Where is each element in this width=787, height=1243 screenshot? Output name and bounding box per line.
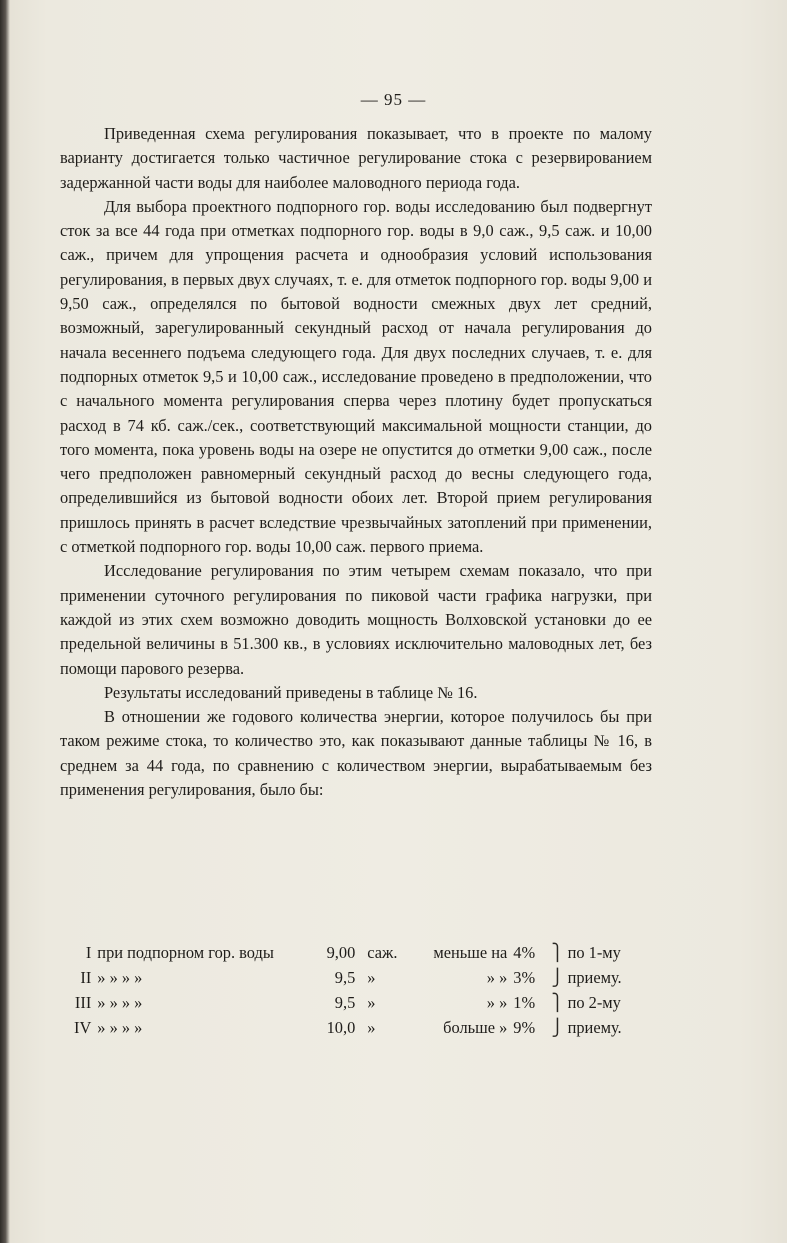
row-description: при подпорном гор. воды: [97, 942, 274, 962]
brace-mark: ⎫: [551, 942, 564, 962]
page-number: — 95 —: [360, 90, 427, 109]
row-level: 9,00: [326, 942, 356, 962]
table-row: [74, 1015, 638, 1040]
table-row: [74, 990, 638, 1015]
row-percent: 9%: [513, 1017, 536, 1037]
brace-mark: ⎫: [551, 992, 564, 1012]
row-percent: 3%: [513, 967, 536, 987]
row-comparison: меньше на: [433, 942, 508, 962]
results-table: [74, 940, 638, 1040]
row-level: 10,0: [326, 1017, 356, 1037]
row-note: по 2-му: [567, 992, 621, 1012]
row-description: » » » »: [97, 992, 143, 1012]
paragraph: Исследование регулирования по этим четырем схемам показало, что при применении суточного регулирования по пиковой части графика нагрузки, при каждой из этих схем возможно доводить мощность Волховской установки до ее предельной величины в 51.300 кв., в условиях исключительно маловодных лет, без помощи парового резерва.: [60, 561, 652, 678]
row-unit: »: [367, 992, 376, 1012]
row-percent: 1%: [513, 992, 536, 1012]
row-unit: саж.: [367, 942, 398, 962]
row-description: » » » »: [97, 1017, 143, 1037]
row-number: I: [85, 942, 92, 962]
table-row: [74, 940, 638, 965]
binding-edge: [0, 0, 10, 1243]
body-text: [60, 122, 652, 802]
row-unit: »: [367, 967, 376, 987]
brace-mark: ⎭: [551, 967, 564, 987]
row-number: II: [80, 967, 92, 987]
row-note: приему.: [567, 967, 622, 987]
paragraph: В отношении же годового количества энергии, которое получилось бы при таком режиме стока, то количество это, как показывают данные таблицы № 16, в среднем за 44 года, по сравнению с количеством энергии, вырабатываемым без применения регулирования, было бы:: [60, 707, 652, 800]
table-row: [74, 965, 638, 990]
row-number: III: [74, 992, 92, 1012]
row-comparison: » »: [486, 992, 508, 1012]
row-note: по 1-му: [567, 942, 621, 962]
row-unit: »: [367, 1017, 376, 1037]
row-comparison: » »: [486, 967, 508, 987]
row-description: » » » »: [97, 967, 143, 987]
paragraph: Приведенная схема регулирования показывает, что в проекте по малому варианту достигается только частичное регулирование стока с резервированием задержанной части воды для наиболее маловодного периода года.: [60, 124, 652, 192]
row-level: 9,5: [334, 967, 356, 987]
row-comparison: больше »: [443, 1017, 508, 1037]
brace-mark: ⎭: [551, 1017, 564, 1037]
row-level: 9,5: [334, 992, 356, 1012]
row-number: IV: [74, 1017, 92, 1037]
row-note: приему.: [567, 1017, 622, 1037]
paragraph: Результаты исследований приведены в таблице № 16.: [104, 682, 478, 702]
row-percent: 4%: [513, 942, 536, 962]
paragraph: Для выбора проектного подпорного гор. воды исследованию был подвергнут сток за все 44 года при отметках подпорного гор. воды в 9,0 саж., 9,5 саж. и 10,00 саж., причем для упрощения расчета и однообразия условий использования регулирования, в первых двух случаях, т. е. для отметок подпорного гор. воды 9,00 и 9,50 саж., определялся по бытовой водности смежных двух лет средний, возможный, зарегулированный секундный расход от начала регулирования до начала весеннего подъема следующего года. Для двух последних случаев, т. е. для подпорных отметок 9,5 и 10,00 саж., исследование проведено в предположении, что с начального момента регулирования сперва через плотину будет пропускаться расход в 74 кб. саж./сек., соответствующий максимальной мощности станции, до того момента, пока уровень воды на озере не опустится до отметки 9,00 саж., после чего предположен равномерный секундный расход до весны следующего года, определившийся из бытовой водности обоих лет. Второй прием регулирования пришлось принять в расчет вследствие чрезвычайных затоплений при применении, с отметкой подпорного гор. воды 10,00 саж. первого приема.: [60, 196, 652, 557]
